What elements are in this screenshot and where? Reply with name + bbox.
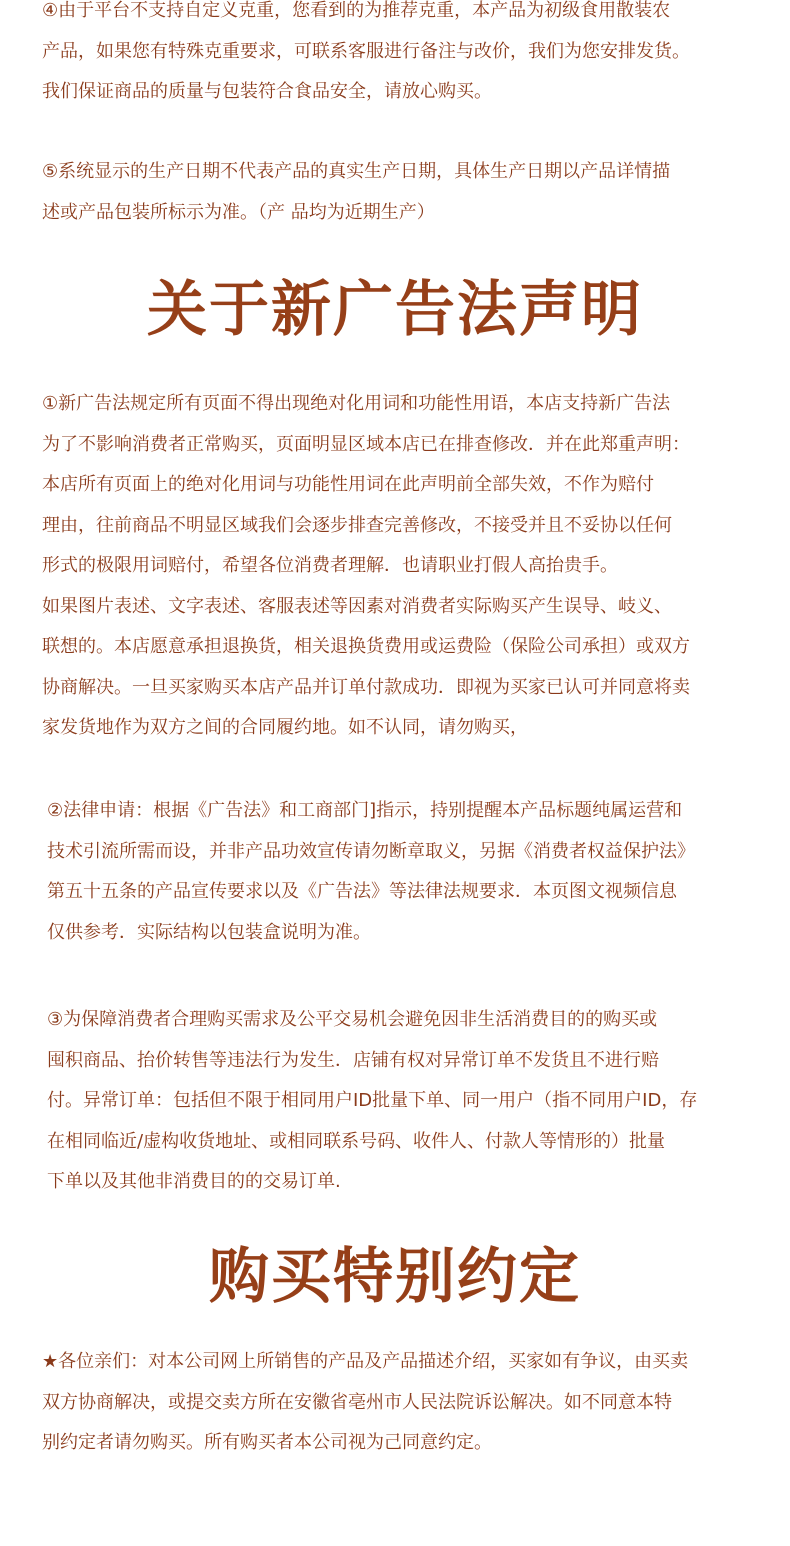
text-line: 囤积商品、抬价转售等违法行为发生．店铺有权对异常订单不发货且不进行赔: [47, 1049, 659, 1071]
text-line: 本店所有页面上的绝对化用词与功能性用词在此声明前全部失效，不作为赔付: [42, 474, 654, 495]
text-line: 形式的极限用词赔付，希望各位消费者理解．也请职业打假人高抬贵手。: [42, 555, 618, 576]
text-line: 第五十五条的产品宣传要求以及《广告法》等法律法规要求．本页图文视频信息: [47, 881, 677, 902]
text-line: 仅供参考．实际结构以包装盒说明为准。: [47, 921, 371, 943]
text-line: 家发货地作为双方之间的合同履约地。如不认同，请勿购买，: [42, 717, 528, 738]
notice-paragraph-5: [42, 152, 742, 233]
text-line: 付。异常订单：包括但不限于相同用户ID批量下单、同一用户（指不同用户ID，存: [47, 1090, 698, 1111]
text-line: ①新广告法规定所有页面不得出现绝对化用词和功能性用语，本店支持新广告法: [42, 393, 671, 414]
text-line: 别约定者请勿购买。所有购买者本公司视为己同意约定。: [42, 1432, 492, 1453]
special-agreement-paragraph: [42, 1342, 742, 1464]
text-line: ④由于平台不支持自定义克重，您看到的为推荐克重，本产品为初级食用散装农: [42, 0, 671, 21]
text-line: 协商解决。一旦买家购买本店产品并订单付款成功．即视为买家已认可并同意将卖: [42, 676, 690, 698]
text-line: 如果图片表述、文字表述、客服表述等因素对消费者实际购买产生误导、岐义、: [42, 595, 672, 617]
text-line: 双方协商解决，或提交卖方所在安徽省亳州市人民法院诉讼解决。如不同意本特: [42, 1391, 672, 1413]
notice-paragraph-4: [42, 0, 742, 113]
ad-law-heading: 关于新广告法声明: [147, 275, 643, 345]
text-line: 产品，如果您有特殊克重要求，可联系客服进行备注与改价，我们为您安排发货。: [42, 40, 690, 62]
ad-law-paragraph-2: [47, 791, 747, 953]
text-line: 我们保证商品的质量与包装符合食品安全，请放心购买。: [42, 81, 492, 102]
ad-law-paragraph-3: [47, 1000, 747, 1203]
text-line: ③为保障消费者合理购买需求及公平交易机会避免因非生活消费目的的购买或: [47, 1009, 658, 1030]
text-line: 联想的。本店愿意承担退换货，相关退换货费用或运费险（保险公司承担）或双方: [42, 636, 690, 657]
text-line: 为了不影响消费者正常购买，页面明显区域本店已在排查修改．并在此郑重声明：: [42, 433, 690, 455]
text-line: 理由，往前商品不明显区域我们会逐步排查完善修改，不接受并且不妥协以任何: [42, 514, 672, 536]
text-line: ②法律申请：根据《广告法》和工商部门]指示，持别提醒本产品标题纯属运营和: [47, 800, 683, 821]
text-line: 技术引流所需而设，并非产品功效宣传请勿断章取义，另据《消费者权益保护法》: [47, 840, 695, 862]
text-line: 下单以及其他非消费目的的交易订单.: [47, 1171, 341, 1192]
text-line: ⑤系统显示的生产日期不代表产品的真实生产日期，具体生产日期以产品详情描: [42, 161, 671, 182]
ad-law-paragraph-1: [42, 384, 742, 749]
special-agreement-heading: 购买特别约定: [209, 1242, 581, 1312]
text-line: ★各位亲们：对本公司网上所销售的产品及产品描述介绍，买家如有争议，由买卖: [42, 1351, 689, 1372]
text-line: 在相同临近/虚构收货地址、或相同联系号码、收件人、付款人等情形的）批量: [47, 1130, 666, 1152]
text-line: 述或产品包装所标示为准。（产 品均为近期生产）: [42, 201, 435, 223]
